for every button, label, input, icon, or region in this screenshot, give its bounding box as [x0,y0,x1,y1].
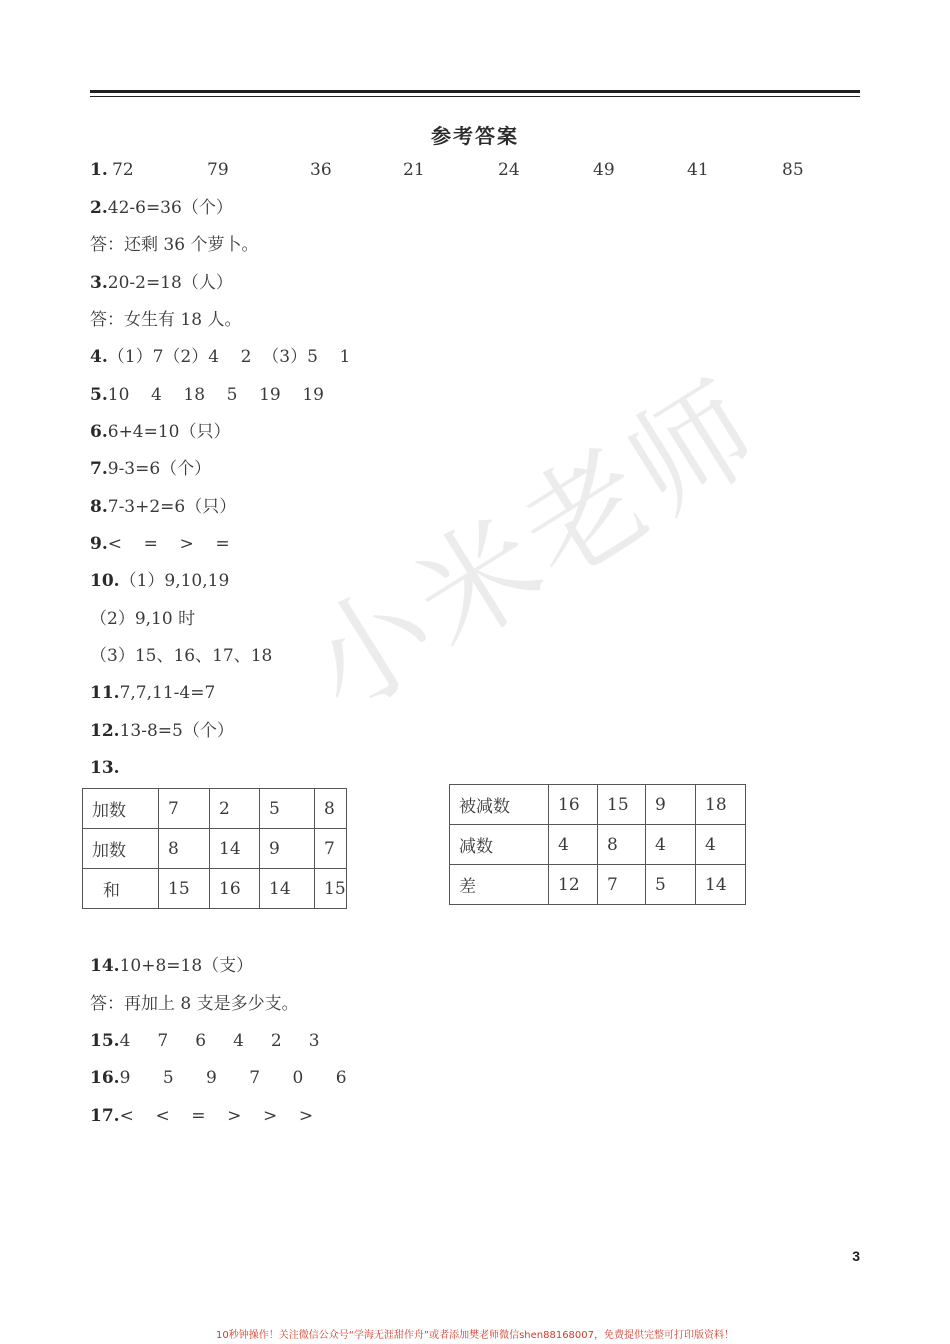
page-title: 参考答案 [431,124,519,148]
answer-value: 41 [687,160,709,180]
watermark: 小米老师 [284,355,786,741]
answer-line: （3）15、16、17、18 [90,646,273,666]
table-row [450,785,746,825]
answer-line: 3.20-2=18（人） [90,273,233,293]
table-row [83,869,347,909]
table-cell: 和 [83,869,159,909]
answer-line: 5.10 4 18 5 19 19 [90,385,324,405]
table-cell: 4 [696,825,746,865]
answer-number: 1. [90,160,108,180]
answer-value: 36 [310,160,332,180]
table-cell: 14 [696,865,746,905]
header-rule-thin [90,96,860,97]
table-cell: 被减数 [450,785,549,825]
table-cell: 9 [260,829,315,869]
answer-line: 10.（1）9,10,19 [90,571,230,591]
answer-line: 12.13-8=5（个） [90,721,234,741]
table-cell: 15 [598,785,646,825]
table-cell: 2 [210,789,260,829]
addition-table [82,788,347,909]
footer-notice: 10秒钟操作！关注微信公众号“学海无涯甜作舟”或者添加樊老师微信shen88168007，免费提供完整可打印版资料！ [215,1330,735,1341]
answer-line: 8.7-3+2=6（只） [90,497,237,517]
answer-line: 答：再加上 8 支是多少支。 [90,994,299,1014]
answer-line: （2）9,10 时 [90,609,196,629]
table-cell: 9 [646,785,696,825]
table-cell: 7 [598,865,646,905]
answer-line: 11.7,7,11-4=7 [90,683,216,703]
subtraction-table [449,784,746,905]
table-cell: 8 [159,829,210,869]
table-cell: 8 [315,789,347,829]
table-cell: 14 [210,829,260,869]
table-cell: 减数 [450,825,549,865]
answer-line: 答：还剩 36 个萝卜。 [90,235,259,255]
answer-line: 9.< = > = [90,534,230,554]
table-row [83,789,347,829]
table-cell: 12 [549,865,598,905]
table-cell: 加数 [83,789,159,829]
answer-line: 16.9 5 9 7 0 6 [90,1068,347,1088]
table-cell: 15 [159,869,210,909]
table-cell: 4 [549,825,598,865]
answer-line: 17.< < = > > > [90,1106,314,1126]
table-cell: 15 [315,869,347,909]
answer-line: 4.（1）7（2）4 2 （3）5 1 [90,347,351,367]
table-cell: 16 [210,869,260,909]
header-rule-thick [90,90,860,93]
answer-line: 6.6+4=10（只） [90,422,231,442]
answer-line: 15.4 7 6 4 2 3 [90,1031,320,1051]
table-row [83,829,347,869]
answer-1 [90,160,850,182]
answer-line: 答：女生有 18 人。 [90,310,242,330]
answer-line: 13. [90,758,120,778]
table-cell: 7 [315,829,347,869]
answer-value: 49 [593,160,615,180]
table-row [450,865,746,905]
table-cell: 8 [598,825,646,865]
table-cell: 5 [646,865,696,905]
answer-value: 24 [498,160,520,180]
table-row [450,825,746,865]
table-cell: 5 [260,789,315,829]
table-cell: 差 [450,865,549,905]
page-number: 3 [852,1248,860,1264]
answer-value: 72 [112,160,134,180]
table-cell: 7 [159,789,210,829]
answer-value: 85 [782,160,804,180]
answer-line: 2.42-6=36（个） [90,198,233,218]
table-cell: 18 [696,785,746,825]
table-cell: 14 [260,869,315,909]
answer-line: 7.9-3=6（个） [90,459,212,479]
table-cell: 加数 [83,829,159,869]
answer-value: 79 [207,160,229,180]
table-cell: 4 [646,825,696,865]
table-cell: 16 [549,785,598,825]
answer-line: 14.10+8=18（支） [90,956,254,976]
answer-value: 21 [403,160,425,180]
